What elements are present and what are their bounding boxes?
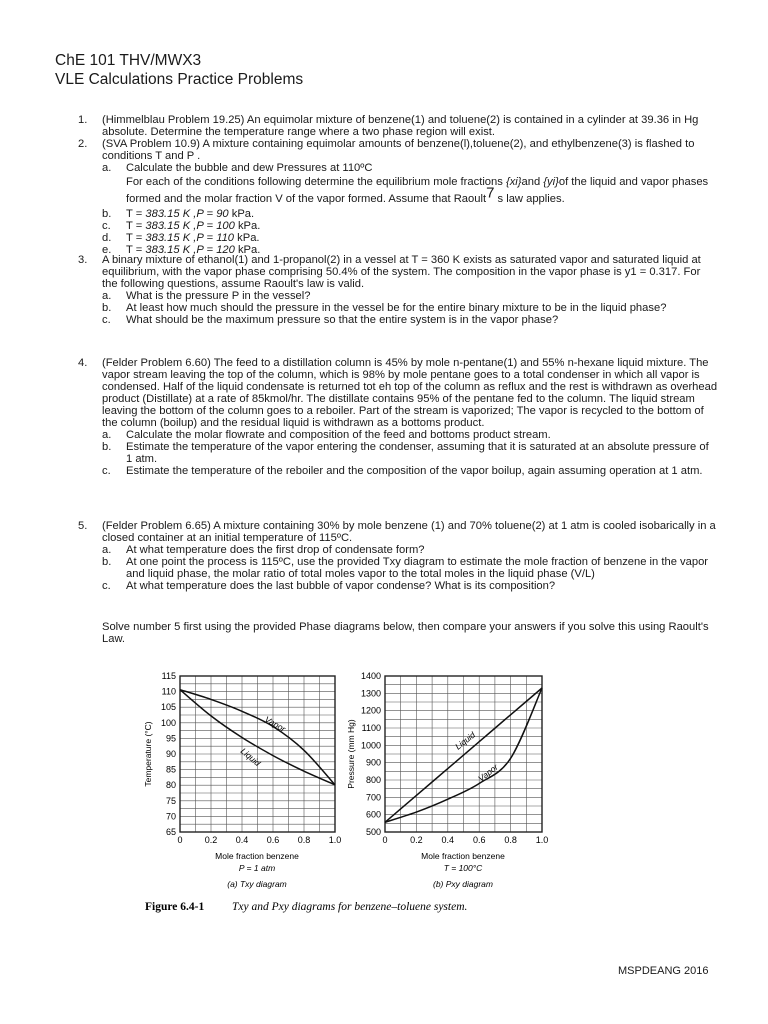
footer-credit: MSPDEANG 2016 [618,965,709,977]
pxy-diagram [346,671,548,889]
phase-diagram-figure [140,668,560,918]
y-tick-label: 110 [161,686,176,697]
item-text: At least how much should the pressure in the vessel be for the entire binary mixture to be in the liquid phase? [126,302,667,314]
item-letter: b. [102,441,112,453]
y-tick-label: 105 [160,702,176,713]
txy-y-axis-label: Temperature (°C) [143,721,153,787]
item-text: At what temperature does the first drop of condensate form? [126,544,425,556]
problem-number: 4. [78,357,88,369]
x-tick-label: 0.2 [410,835,423,845]
item-letter: c. [102,220,111,232]
item-text: At one point the process is 115ºC, use the provided Txy diagram to estimate the mole fraction of benzene in the vapor and liquid phase, the molar ratio of total moles vapor to the total moles in the liquid phase (V/L) [126,556,709,580]
item-letter: d. [102,232,112,244]
txy-condition: P = 1 atm [238,863,276,873]
y-tick-label: 700 [365,792,381,803]
txy-x-axis-label: Mole fraction benzene [215,851,299,861]
x-tick-label: 0.4 [235,835,249,845]
case-condition: 383.15 K ,P = 120 [145,244,235,256]
txy-x-ticks [177,835,341,845]
y-tick-label: 95 [165,733,176,744]
item-text: Calculate the molar flowrate and composition of the feed and bottoms product stream. [126,429,551,441]
x-tick-label: 0.4 [441,835,455,845]
pxy-x-ticks [382,835,548,845]
item-letter: b. [102,302,112,314]
txy-sublabel: (a) Txy diagram [227,879,287,889]
x-tick-label: 0 [177,835,183,845]
item-text: At what temperature does the last bubble of vapor condense? What is its composition? [126,580,556,592]
x-tick-label: 0.2 [204,835,218,845]
pxy-y-ticks [361,671,381,837]
superscript-mark: 7 [486,184,495,202]
item-letter: c. [102,465,111,477]
problem-text: A binary mixture of ethanol(1) and 1-propanol(2) in a vessel at T = 360 K exists as saturated vapor and saturated liquid at equilibrium, with the vapor phase comprising 50.4% of the system. The composition in the vapor phase is y1 = 0.317. For the following questions, assume Raoult's law is valid. [102,254,701,290]
pxy-liquid-label: Liquid [453,729,478,752]
course-code: ChE 101 THV/MWX3 [55,52,202,69]
item-letter: b. [102,208,112,220]
document-title: VLE Calculations Practice Problems [55,71,304,88]
txy-gridlines [180,676,335,832]
y-tick-label: 100 [160,717,176,728]
y-tick-label: 900 [365,757,381,768]
item-letter: c. [102,314,111,326]
pxy-gridlines [385,676,542,832]
x-tick-label: 0.6 [266,835,280,845]
x-tick-label: 0.6 [472,835,486,845]
problem-text: (SVA Problem 10.9) A mixture containing equimolar amounts of benzene(l),toluene(2), and ethylbenzene(3) is flashed to conditions T and P . [102,138,695,162]
y-tick-label: 600 [365,809,381,820]
problem-4 [78,357,718,477]
problem-text: (Himmelblau Problem 19.25) An equimolar mixture of benzene(1) and toluene(2) is contained in a cylinder at 39.36 in Hg absolute. Determine the temperature range where a two phase region will exist. [102,114,699,138]
txy-diagram [143,671,341,889]
y-tick-label: 85 [165,764,176,775]
txy-vapor-label: Vapor [263,714,288,734]
x-tick-label: 0.8 [504,835,517,845]
item-letter: a. [102,544,112,556]
case-condition: 383.15 K ,P = 100 [145,220,235,232]
item-letter: a. [102,429,112,441]
problem-number: 5. [78,520,88,532]
y-tick-label: 75 [165,795,176,806]
problem-number: 3. [78,254,88,266]
txy-y-ticks [161,671,176,837]
x-tick-label: 0 [382,835,388,845]
problem-1 [78,114,718,138]
y-tick-label: 80 [165,780,176,791]
y-tick-label: 70 [165,811,176,822]
instruction-text: For each of the conditions following determine the equilibrium mole fractions {xi}and {yi}of the liquid and vapor phases formed and the molar fraction V of the vapor formed. Assume that Raoult$^7$ s law applies. [126,176,709,205]
pxy-y-axis-label: Pressure (mm Hg) [346,719,356,789]
item-letter: b. [102,556,112,568]
problem-number: 1. [78,114,88,126]
pxy-sublabel: (b) Pxy diagram [433,879,493,889]
x-tick-label: 1.0 [328,835,342,845]
item-text: Estimate the temperature of the vapor entering the condenser, assuming that it is saturated at an absolute pressure of 1 atm. [126,441,709,465]
x-tick-label: 0.8 [297,835,311,845]
pxy-condition: T = 100°C [443,863,483,873]
y-tick-label: 800 [365,775,381,785]
y-tick-label: 65 [165,827,176,837]
y-tick-label: 1300 [360,688,381,699]
problem-text: (Felder Problem 6.60) The feed to a distillation column is 45% by mole n-pentane(1) and 55% n-hexane liquid mixture. The vapor stream leaving the top of the column, which is 98% by mole pentane goes to a total condenser in which all vapor is condensed. Half of the liquid condensate is returned tot eh top of the column as reflux and the rest is withdrawn as overhead product (Distillate) at a rate of 85kmol/hr. The distillate contains 95% of the pentane fed to the column. The liquid stream leaving the bottom of the column goes to a reboiler. Part of the stream is vaporized; The vapor is recycled to the bottom of the column (boilup) and the residual liquid is withdrawn as a bottoms product. [102,357,718,429]
y-tick-label: 1200 [360,705,381,716]
y-tick-label: 115 [161,671,176,681]
txy-liquid-label: Liquid [238,745,263,769]
instruction-note: Solve number 5 first using the provided Phase diagrams below, then compare your answers if you solve this using Raoult's Law. [102,621,709,645]
item-letter: e. [102,244,112,256]
problem-2: 2. (SVA Problem 10.9) A mixture containing equimolar amounts of benzene(l),toluene(2), and ethylbenzene(3) is flashed to conditions T and P . a. Calculate the bubble and dew Pressures at 110ºC For each of the conditions following determine the equilibrium mole fractions {xi}and {yi}of the liquid and vapor phases formed and the molar fraction V of the vapor formed. Assume that Raoult$^7$ s law applies. b. T = 383.15 K ,P = 90 kPa. c. T = 383.15 K ,P = 100 kPa. d. T = 383.15 K ,P = 110 kPa. e. T = 383.15 K ,P = 120 kPa. [78,138,718,256]
item-letter: c. [102,580,111,592]
y-tick-label: 1000 [360,740,381,751]
problem-5 [78,520,718,592]
figure-caption-label: Figure 6.4-1 [145,901,205,913]
x-tick-label: 1.0 [535,835,549,845]
problem-number: 2. [78,138,88,150]
xi-symbol: {xi} [505,176,522,188]
item-text: Estimate the temperature of the reboiler and the composition of the vapor boilup, again assuming operation at 1 atm. [126,465,703,477]
item-text: What should be the maximum pressure so that the entire system is in the vapor phase? [126,314,559,326]
y-tick-label: 500 [365,827,381,837]
y-tick-label: 1100 [361,723,381,733]
figure-caption-text: Txy and Pxy diagrams for benzene–toluene system. [232,901,468,913]
pxy-vapor-label: Vapor [476,761,500,784]
case-condition: 383.15 K ,P = 110 [145,232,235,244]
y-tick-label: 90 [165,749,176,759]
item-letter: a. [102,162,112,174]
item-text: What is the pressure P in the vessel? [126,290,311,302]
pxy-x-axis-label: Mole fraction benzene [421,851,505,861]
item-text: Calculate the bubble and dew Pressures at 110ºC [126,162,373,174]
case-condition: 383.15 K ,P = 90 [145,208,229,220]
yi-symbol: {yi} [543,176,559,188]
item-letter: a. [102,290,112,302]
y-tick-label: 1400 [360,671,381,681]
problem-3 [78,254,718,326]
problem-text: (Felder Problem 6.65) A mixture containing 30% by mole benzene (1) and 70% toluene(2) at 1 atm is cooled isobarically in a closed container at an initial temperature of 115ºC. [102,520,716,544]
